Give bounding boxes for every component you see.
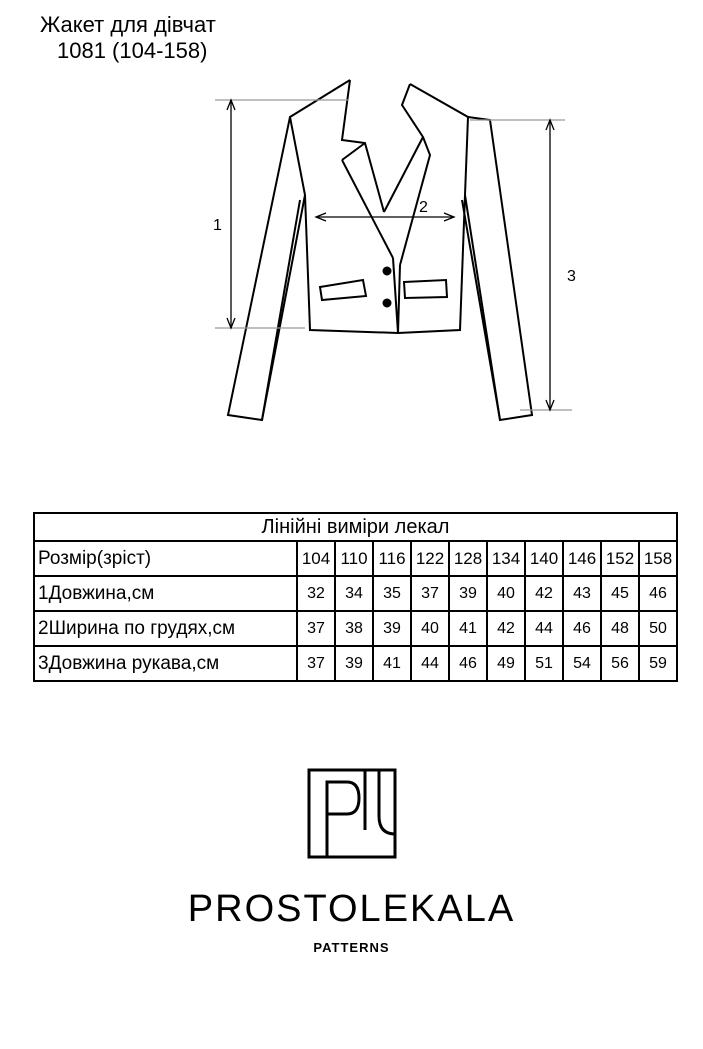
value-cell: 46 <box>563 611 601 646</box>
sleeve-right <box>465 117 532 420</box>
size-cell: 116 <box>373 541 411 576</box>
front-edge <box>393 258 400 333</box>
size-cell: 122 <box>411 541 449 576</box>
size-cell: 128 <box>449 541 487 576</box>
sleeve-left-seam <box>262 200 300 420</box>
size-cell: 152 <box>601 541 639 576</box>
value-cell: 35 <box>373 576 411 611</box>
dimension-label-2: 2 <box>419 199 428 216</box>
sleeve-left <box>228 117 305 420</box>
value-cell: 50 <box>639 611 677 646</box>
pocket-left <box>320 280 366 300</box>
title-line-1: Жакет для дівчат <box>40 12 216 37</box>
value-cell: 48 <box>601 611 639 646</box>
measurement-lines <box>215 100 572 410</box>
button-1 <box>384 268 391 275</box>
size-cell: 110 <box>335 541 373 576</box>
value-cell: 40 <box>487 576 525 611</box>
value-cell: 37 <box>297 646 335 681</box>
table-heading: Лінійні виміри лекал <box>34 513 677 541</box>
value-cell: 49 <box>487 646 525 681</box>
value-cell: 43 <box>563 576 601 611</box>
size-cell: 104 <box>297 541 335 576</box>
value-cell: 54 <box>563 646 601 681</box>
table-row-chest-width <box>34 611 677 646</box>
value-cell: 37 <box>411 576 449 611</box>
value-cell: 56 <box>601 646 639 681</box>
value-cell: 46 <box>449 646 487 681</box>
value-cell: 37 <box>297 611 335 646</box>
value-cell: 32 <box>297 576 335 611</box>
value-cell: 45 <box>601 576 639 611</box>
brand-logo-mark <box>0 768 703 865</box>
size-cell: 140 <box>525 541 563 576</box>
value-cell: 59 <box>639 646 677 681</box>
button-2 <box>384 300 391 307</box>
value-cell: 44 <box>411 646 449 681</box>
lapel-left <box>342 143 393 258</box>
value-cell: 39 <box>373 611 411 646</box>
value-cell: 51 <box>525 646 563 681</box>
value-cell: 40 <box>411 611 449 646</box>
sleeve-right-seam <box>462 200 500 420</box>
pocket-right <box>404 280 447 298</box>
collar-right <box>384 84 423 212</box>
value-cell: 42 <box>525 576 563 611</box>
jacket-body-outline <box>290 80 468 333</box>
value-cell: 39 <box>335 646 373 681</box>
table-row-sleeve-length <box>34 646 677 681</box>
row-label: 1Довжина,см <box>34 576 297 611</box>
size-cell: 134 <box>487 541 525 576</box>
value-cell: 42 <box>487 611 525 646</box>
dimension-label-3: 3 <box>567 268 576 285</box>
measurements-table <box>33 512 678 682</box>
size-label: Розмір(зріст) <box>34 541 297 576</box>
value-cell: 38 <box>335 611 373 646</box>
value-cell: 34 <box>335 576 373 611</box>
brand-name: PROSTOLEKALA <box>187 888 516 930</box>
table-row-length <box>34 576 677 611</box>
dimension-label-1: 1 <box>213 217 222 234</box>
value-cell: 44 <box>525 611 563 646</box>
table-row-sizes <box>34 541 677 576</box>
value-cell: 41 <box>373 646 411 681</box>
value-cell: 39 <box>449 576 487 611</box>
title-line-2: 1081 (104-158) <box>57 38 208 63</box>
size-cell: 158 <box>639 541 677 576</box>
value-cell: 46 <box>639 576 677 611</box>
size-cell: 146 <box>563 541 601 576</box>
brand-subtitle: PATTERNS <box>313 940 390 955</box>
collar-left <box>342 80 384 212</box>
jacket-sketch <box>0 0 703 440</box>
row-label: 2Ширина по грудях,см <box>34 611 297 646</box>
value-cell: 41 <box>449 611 487 646</box>
row-label: 3Довжина рукава,см <box>34 646 297 681</box>
